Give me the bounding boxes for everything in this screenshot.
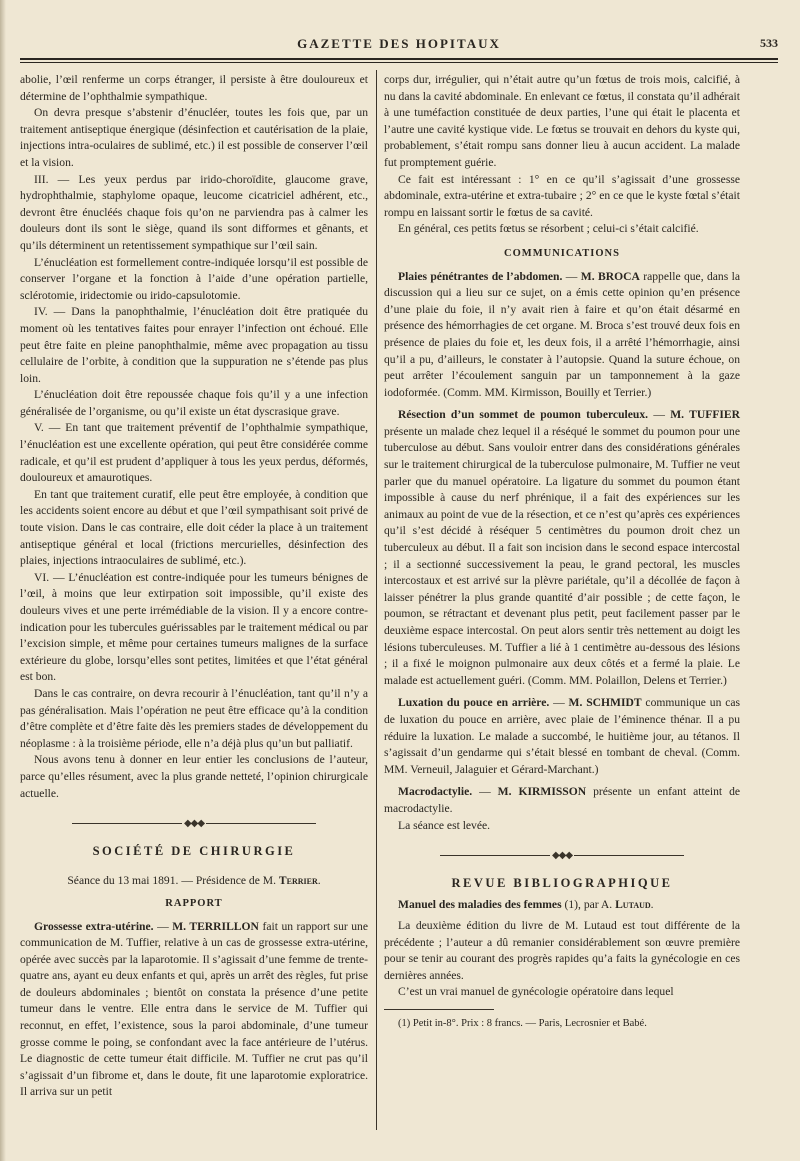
page-number: 533 (760, 36, 778, 50)
paragraph: corps dur, irrégulier, qui n’était autre qu’un fœtus de trois mois, calcifié, à nu dans la cavité abdominale. En enlevant ce fœtus, il constata qu’il adhérait à une tuméfaction constituée de deux parties, l’une qui était le placenta et l’autre une cavité kystique vide. Le fœtus se trouvait en dehors du kyste qui, probablement, s’était rompu sans donner lieu à aucun accident. La malade fut promptement guérie. (384, 73, 740, 169)
communication-text: présente un malade chez lequel il a réséqué le sommet du poumon pour une tuberculose au début. Sans vouloir entrer dans des considérations générales sur le traitement chirurgical de la tuberculose pulmonaire, M. Tuffier ne veut parler que du manuel opératoire. La ligature du sommet du poumon étant impossible à cause du nerf phrénique, il a fait des expériences sur les animaux au point de vue de la résection, et ce n’est qu’après ces expériences qu’il s’est décidé à réséquer 5 centimètres du poumon droit chez un tuberculeux au début. Il a fait son incision dans le second espace intercostal ; il a sectionné successivement la peau, le grand pectoral, les muscles intercostaux et est arrivé sur la plèvre pariétale, qu’il a décollée de façon à laisser pénétrer la plus grande quantité d’air possible ; de cette façon, le poumon, se rétractant et devenant plus petit, peut facilement passer par le deuxième espace intercostal. On peut alors sentir très nettement au doigt les lésions tuberculeuses. M. Tuffier a lié à 1 centimètre au-dessous des lésions ; il a fixé le moignon pulmonaire aux deux côtés et a fermé la plaie. Le malade est actuellement guéri. (Comm. MM. Polaillon, Delens et Terrier.) (384, 424, 740, 687)
communication-title: Luxation du pouce en arrière. (398, 696, 550, 710)
grossesse-paragraph: Grossesse extra-utérine. — M. TERRILLON fait un rapport sur une communication de M. Tuffier, relative à un cas de grossesse extra-utérine, opérée avec succès par la laparotomie. Il s’agissait d’une femme de trente-quatre ans, ayant eu deux enfants et qui, après un arrêt des règles, fut prise de douleurs abdominales ; bientôt on constata la présence d’une petite tumeur dans le ventre. Elle entra dans le service de M. Tuffier qui reconnut, en effet, l’existence, sous la paroi abdominale, d’une tumeur grosse comme le poing, se confondant avec la face antérieure de l’utérus. Le diagnostic de cette tumeur était difficile. M. Tuffier ne crut pas qu’il s’agissait d’un fibrome et, dans le doute, fit une laparotomie exploratrice. Il arriva sur un petit (20, 919, 368, 1099)
paragraph: Dans le cas contraire, on devra recourir à l’énucléation, tant qu’il n’y a pas généralisation. Mais l’opération ne peut être efficace qu’à la condition d’être complète et d’être faite dès les premiers stades de développement du néoplasme : à la troisième période, elle n’a déjà plus qu’un but palliatif. (20, 686, 368, 750)
header-rule (20, 58, 778, 60)
communication-author: M. BROCA (580, 269, 640, 283)
communication-title: Résection d’un sommet de poumon tuberculeux. (398, 408, 649, 422)
paragraph: L’énucléation doit être repoussée chaque fois qu’il y a une infection généralisée de l’organisme, ou qu’il existe un état dyscrasique grave. (20, 388, 368, 418)
header-rule-thin (20, 62, 778, 63)
paragraph: VI. — L’énucléation est contre-indiquée pour les tumeurs bénignes de l’œil, à moins que leur extirpation soit impossible, qu’il existe des douleurs vives et une perte irrémédiable de la vision. Il y a encore contre-indication pour les tubercules guérissables par le traitement médical ou par l’excision simple, et même pour certaines tumeurs malignes de la surface extérieure du globe, lorsqu’elles sont petites, limitées et que l’état général est bon. (20, 570, 368, 684)
section-heading-revue: REVUE BIBLIOGRAPHIQUE (451, 875, 673, 890)
seance-prefix: Séance du 13 mai 1891. — Présidence de M. (67, 874, 276, 888)
section-heading-societe: SOCIÉTÉ DE CHIRURGIE (92, 843, 296, 858)
page-header (20, 36, 778, 58)
communication-text: présente un enfant atteint de macrodactylie. (384, 785, 741, 815)
seance-president: Terrier (278, 874, 318, 888)
footnote-rule (384, 1009, 494, 1010)
page-spine-shadow (0, 0, 6, 1161)
paragraph: En tant que traitement curatif, elle peut être employée, à condition que les accidents soient encore au début et que l’œil sympathisant soit privé de toute vision. Dans le cas contraire, elle doit céder la place à un traitement antiseptique général et local (frictions mercurielles, désinfection des plaies, injections intraoculaires de sublimé, etc.). (20, 487, 368, 568)
book-title: Manuel des maladies des femmes (398, 898, 562, 912)
paragraph: Nous avons tenu à donner en leur entier les conclusions de l’auteur, parce qu’elles résument, avec la plus grande netteté, l’opinion chirurgicale actuelle. (20, 753, 368, 800)
communication-title: Macrodactylie. (398, 785, 473, 799)
communication-author: M. TUFFIER (670, 408, 741, 422)
rapport-heading: RAPPORT (165, 897, 223, 909)
paragraph: V. — En tant que traitement préventif de l’ophthalmie sympathique, l’énucléation est une excellente opération, qui peut être considérée comme radicale, et qu’il est prudent d’appliquer à tous les yeux perdus, déformés, douloureux et amaurotiques. (20, 421, 368, 485)
seance-line: Séance du 13 mai 1891. — Présidence de M. Terrier. (67, 874, 321, 888)
grossesse-author: M. TERRILLON (172, 919, 259, 933)
left-column (20, 72, 368, 1101)
communication-text: communique un cas de luxation du pouce en arrière, avec plaie de l’éminence thénar. Il a pu réduire la luxation. Le malade a succombé, le huitième jour, au tétanos. Il s’agissait d’un gendarme qui s’était blessé en tombant de cheval. (Comm. MM. Verneuil, Jalaguier et Gérard-Marchant.) (384, 696, 740, 776)
paragraph: L’énucléation est formellement contre-indiquée lorsqu’il est possible de conserver l’organe et la fonction à l’aide d’une opération partielle, sclérotomie, iridectomie ou irido-capsulotomie. (20, 255, 368, 302)
communication-text: rappelle que, dans la discussion qui a lieu sur ce sujet, on a émis cette opinion qu’en présence d’une plaie du foie, il n’y avait rien à faire et qu’on était désarmé en présence des hémorrhagies de cet organe. M. Broca s’est trouvé deux fois en présence de plaies du foie et, les deux fois, il a arrêté l’hémorrhagie, ainsi qu’il a pu, d’ailleurs, le constater à l’autopsie. Quand la suture échoue, on peut arrêter l’écoulement sanguin par un tamponnement à la gaze iodoformée. (Comm. MM. Kirmisson, Bouilly et Terrier.) (384, 269, 740, 399)
section-ornament: ◆◆◆ (384, 848, 740, 865)
paragraph: On devra presque s’abstenir d’énucléer, toutes les fois que, par un traitement antiseptique énergique (désinfection et cautérisation de la plaie, injections intra-oculaires de sublimé, etc.) il est possible de conserver l’œil et la vision. (20, 106, 368, 169)
section-ornament: ◆◆◆ (20, 816, 368, 833)
communication-item: Résection d’un sommet de poumon tuberculeux. — M. TUFFIER présente un malade chez lequel il a réséqué le sommet du poumon pour une tuberculose au début. Sans vouloir entrer dans des considérations générales sur le traitement chirurgical de la tuberculose pulmonaire, M. Tuffier ne veut parler que du manuel opératoire. La ligature du sommet du poumon étant impossible à cause du nerf phrénique, il a fait des expériences sur les animaux au point de vue de la résection, et ce n’est qu’après ces expériences qu’il s’est décidé à réséquer 5 centimètres du poumon droit chez un tuberculeux au début. Il a fait son incision dans le second espace intercostal ; il a sectionné successivement la peau, le grand pectoral, les muscles intercostaux et est arrivé sur la plèvre pariétale, qu’il a décollée de façon à laisser pénétrer la plus grande quantité d’air possible ; de cette façon, le poumon, se rétractant et devenant plus petit, peut facilement passer par le deuxième espace intercostal. On peut alors sentir très nettement au doigt les lésions tuberculeuses. M. Tuffier a lié à 1 centimètre au-dessous des lésions ; il a fixé le moignon pulmonaire aux deux côtés et a fermé la plaie. Le malade est actuellement guéri. (Comm. MM. Polaillon, Delens et Terrier.) (384, 408, 741, 687)
communication-title: Plaies pénétrantes de l’abdomen. (398, 269, 563, 283)
communication-item: Plaies pénétrantes de l’abdomen. — M. BROCA rappelle que, dans la discussion qui a lieu sur ce sujet, on a émis cette opinion qu’en présence d’une plaie du foie, il n’y avait rien à faire et qu’on était désarmé en présence des hémorrhagies de cet organe. M. Broca s’est trouvé deux fois en présence de plaies du foie et, les deux fois, il a arrêté l’hémorrhagie, ainsi qu’il a pu, d’ailleurs, le constater à l’autopsie. Quand la suture échoue, on peut arrêter l’écoulement sanguin par un tamponnement à la gaze iodoformée. (Comm. MM. Kirmisson, Bouilly et Terrier.) (384, 269, 740, 399)
seance-closing: La séance est levée. (398, 818, 491, 832)
paragraph: C’est un vrai manuel de gynécologie opératoire dans lequel (398, 985, 674, 999)
paragraph: abolie, l’œil renferme un corps étranger, il persiste à être douloureux et détermine de l’ophthalmie sympathique. (20, 73, 368, 103)
communication-item: Luxation du pouce en arrière. — M. SCHMIDT communique un cas de luxation du pouce en arrière, avec plaie de l’éminence thénar. Il a pu réduire la luxation. Le malade a succombé, le huitième jour, au tétanos. Il s’agissait d’un gendarme qui s’était blessé en tombant de cheval. (Comm. MM. Verneuil, Jalaguier et Gérard-Marchant.) (384, 696, 740, 776)
grossesse-title: Grossesse extra-utérine. (34, 919, 154, 933)
column-divider (376, 70, 377, 1130)
communications-heading: COMMUNICATIONS (504, 247, 620, 259)
paragraph: IV. — Dans la panophthalmie, l’énucléation doit être pratiquée du moment où les tentatives faites pour enrayer l’infection ont échoué. Elle peut être faite en pleine panophthalmie, même avec propagation au tissu cellulaire de l’orbite, à condition que la suppuration ne s’étende pas plus loin. (20, 305, 368, 385)
book-author: Lutaud (615, 898, 651, 912)
paragraph: III. — Les yeux perdus par irido-choroïdite, glaucome grave, hydrophthalmie, staphylome opaque, leucome cicatriciel adhérent, etc., devront être énucléés chaque fois qu’on ne parviendra pas à calmer les douleurs dont ils sont le siège, quand ils sont difformes et gênants, et qu’ils déterminent un retentissement sympathique sur l’œil sain. (20, 172, 368, 252)
paragraph: La deuxième édition du livre de M. Lutaud est tout différente de la précédente ; l’auteur a dû remanier considérablement son œuvre première pour se tenir au courant des progrès rapides qu’a faits la gynécologie en ces dernières années. (384, 918, 740, 982)
communication-author: M. SCHMIDT (568, 696, 642, 710)
paragraph: Ce fait est intéressant : 1° en ce qu’il s’agissait d’une grossesse abdominale, extra-utérine et extra-tubaire ; 2° en ce que le kyste fœtal s’était rompu en laissant sortir le fœtus de sa cavité. (384, 172, 740, 219)
footnote: (1) Petit in-8°. Prix : 8 francs. — Paris, Lecrosnier et Babé. (398, 1017, 647, 1029)
communication-item: Macrodactylie. — M. KIRMISSON présente un enfant atteint de macrodactylie. (384, 785, 741, 815)
book-note-ref: (1), par A. (564, 898, 613, 912)
journal-title: GAZETTE DES HOPITAUX (297, 36, 501, 51)
right-column (384, 72, 740, 1032)
grossesse-text: fait un rapport sur une communication de M. Tuffier, relative à un cas de grossesse extra-utérine, opérée avec succès par la laparotomie. Il s’agissait d’une femme de trente-quatre ans, ayant eu deux enfants et qui, après un arrêt des règles, fut prise de douleurs abdominales ; bientôt on constata la présence d’une petite tumeur dans le ventre. Elle entra dans le service de M. Tuffier qui reconnut, en effet, l’existence, sous la paroi abdominale, d’une tumeur grosse comme le poing, se confondant avec la face antérieure de l’utérus. Le diagnostic de cette tumeur était difficile. M. Tuffier ne crut pas qu’il s’agissait d’un fibrome et, dans le doute, fit une laparotomie exploratrice. Il arriva sur un petit (20, 919, 368, 1099)
paragraph: En général, ces petits fœtus se résorbent ; celui-ci s’était calcifié. (398, 222, 699, 236)
communication-author: M. KIRMISSON (497, 785, 587, 799)
book-title-line: Manuel des maladies des femmes (1), par A. Lutaud. (398, 898, 654, 912)
